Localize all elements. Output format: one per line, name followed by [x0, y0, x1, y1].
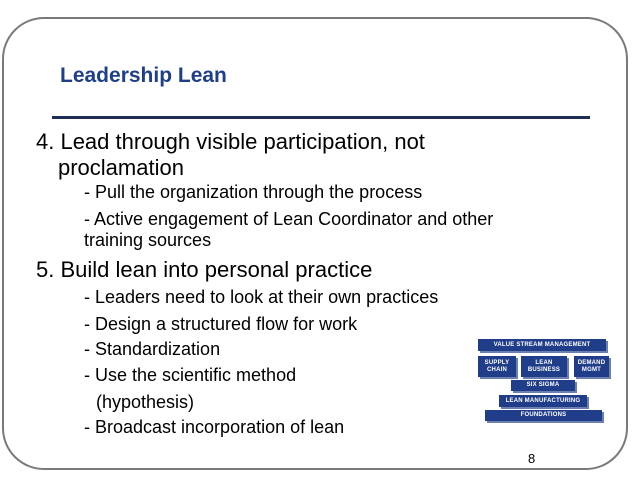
sub-point-leaders: - Leaders need to look at their own practices: [84, 287, 439, 307]
lean-business-box: [521, 356, 567, 377]
sub-point-pull: - Pull the organization through the process: [84, 182, 423, 202]
lean-business-line-2: BUSINESS: [527, 366, 561, 373]
sub-point-scientific-method: - Use the scientific method: [84, 365, 297, 385]
page-number: 8: [528, 451, 536, 466]
demand-management-line-1: DEMAND: [577, 359, 606, 366]
point-5: 5. Build lean into personal practice: [36, 257, 373, 282]
sub-point-standardization: - Standardization: [84, 339, 221, 359]
sub-point-hypothesis: (hypothesis): [96, 392, 195, 412]
point-4-line-2: proclamation: [58, 155, 184, 180]
sub-point-engagement-line-2: training sources: [84, 230, 212, 250]
sub-point-engagement-line-1: - Active engagement of Lean Coordinator and other: [84, 209, 494, 229]
title-divider: [52, 116, 590, 119]
six-sigma-box: SIX SIGMA: [511, 380, 575, 391]
slide-title: Leadership Lean: [60, 64, 227, 87]
demand-management-line-2: MGMT: [581, 366, 602, 373]
lean-business-line-1: LEAN: [535, 359, 553, 366]
supply-chain-box: [478, 356, 516, 377]
sub-point-broadcast: - Broadcast incorporation of lean: [84, 417, 345, 437]
lean-manufacturing-box: LEAN MANUFACTURING: [499, 395, 587, 407]
foundations-box: FOUNDATIONS: [485, 410, 602, 421]
supply-chain-line-2: CHAIN: [487, 366, 507, 373]
supply-chain-line-1: SUPPLY: [484, 359, 510, 366]
sub-point-design-flow: - Design a structured flow for work: [84, 314, 358, 334]
point-4-line-1: 4. Lead through visible participation, not: [36, 129, 425, 154]
value-stream-management-box: VALUE STREAM MANAGEMENT: [478, 339, 606, 351]
demand-management-box: [574, 356, 609, 377]
